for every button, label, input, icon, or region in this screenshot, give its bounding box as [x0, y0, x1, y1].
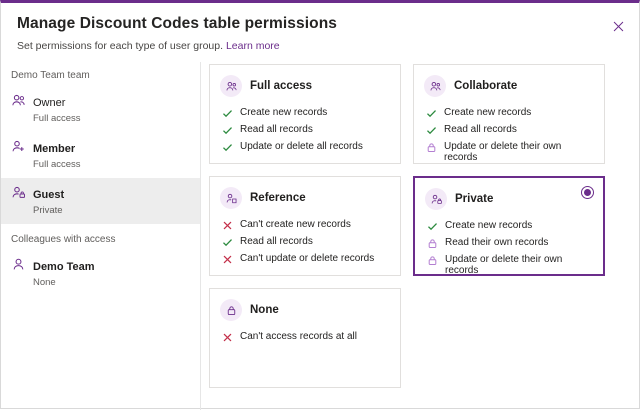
cross-icon [222, 254, 233, 265]
check-icon [222, 237, 233, 248]
permission-line [426, 104, 594, 121]
permission-line-label: Read all records [240, 123, 313, 135]
check-icon [426, 108, 437, 119]
radio-selected-icon[interactable] [581, 186, 594, 199]
dialog-subtitle [17, 40, 623, 52]
lock-icon [220, 299, 242, 321]
cross-icon [222, 220, 233, 231]
lock-icon [426, 142, 437, 153]
permission-line [222, 216, 390, 233]
check-icon [426, 125, 437, 136]
sidebar-item-label: Owner [33, 97, 66, 109]
sidebar-item-owner[interactable] [1, 86, 200, 132]
person-add-icon [11, 139, 26, 154]
dialog-body [1, 62, 639, 410]
card-title: Collaborate [454, 80, 518, 92]
permission-line-label: Create new records [240, 106, 328, 118]
lock-icon [427, 255, 438, 266]
card-title: Private [455, 193, 494, 205]
person-book-icon [220, 187, 242, 209]
permission-line-label: Can't create new records [240, 218, 351, 230]
permission-line [222, 233, 390, 250]
sidebar-group-label-colleagues: Colleagues with access [11, 233, 116, 245]
permission-line-label: Read all records [444, 123, 517, 135]
permission-line [222, 138, 390, 155]
permission-line [427, 251, 593, 278]
permission-line [222, 104, 390, 121]
learn-more-link[interactable]: Learn more [225, 40, 280, 52]
sidebar-item-member[interactable] [1, 132, 200, 178]
permission-line [427, 217, 593, 234]
permission-card-none[interactable] [209, 288, 401, 388]
permission-line-label: Create new records [444, 106, 532, 118]
person-lock-icon [11, 185, 26, 200]
sidebar-item-guest[interactable] [1, 178, 200, 224]
permission-line-label: Can't access records at all [240, 330, 357, 342]
person-lock-icon [425, 188, 447, 210]
permission-line-label: Read all records [240, 235, 313, 247]
subtitle-text: Set permissions for each type of user group. [17, 40, 224, 52]
permission-line-label: Update or delete all records [240, 140, 363, 152]
permission-card-full-access[interactable] [209, 64, 401, 164]
cross-icon [222, 332, 233, 343]
check-icon [222, 142, 233, 153]
permission-line-label: Create new records [445, 219, 533, 231]
card-title: Reference [250, 192, 306, 204]
permission-card-reference[interactable] [209, 176, 401, 276]
lock-icon [427, 238, 438, 249]
sidebar-item-sublabel: None [33, 276, 56, 288]
people-add-icon [424, 75, 446, 97]
permission-line [222, 250, 390, 267]
card-title: None [250, 304, 279, 316]
dialog-header [1, 3, 639, 52]
permission-line [426, 121, 594, 138]
permission-card-collaborate[interactable] [413, 64, 605, 164]
permission-line [426, 138, 594, 165]
people-icon [11, 93, 26, 108]
permission-line [222, 121, 390, 138]
check-icon [222, 108, 233, 119]
permission-line-label: Update or delete their own records [445, 253, 563, 276]
sidebar-group-label-team: Demo Team team [11, 70, 90, 81]
card-title: Full access [250, 80, 313, 92]
people-icon [220, 75, 242, 97]
sidebar-item-label: Guest [33, 188, 65, 201]
permission-line [222, 328, 390, 345]
sidebar-item-sublabel: Full access [33, 158, 81, 170]
permission-line-label: Can't update or delete records [240, 252, 375, 264]
permission-line-label: Update or delete their own records [444, 140, 562, 163]
check-icon [427, 221, 438, 232]
sidebar-item-sublabel: Full access [33, 113, 81, 124]
sidebar-item-label: Member [33, 142, 76, 155]
sidebar-item-label: Demo Team [33, 260, 95, 273]
person-icon [11, 257, 26, 272]
user-group-sidebar [1, 62, 201, 410]
close-icon[interactable] [609, 17, 627, 35]
permission-card-grid [209, 62, 627, 388]
check-icon [222, 125, 233, 136]
permission-cards-panel [201, 62, 639, 410]
page-title: Manage Discount Codes table permissions [17, 15, 337, 32]
permission-line-label: Read their own records [445, 236, 549, 248]
permission-card-private[interactable] [413, 176, 605, 276]
sidebar-item-demo-team[interactable] [1, 250, 200, 296]
sidebar-item-sublabel: Private [33, 204, 63, 216]
permission-line [427, 234, 593, 251]
